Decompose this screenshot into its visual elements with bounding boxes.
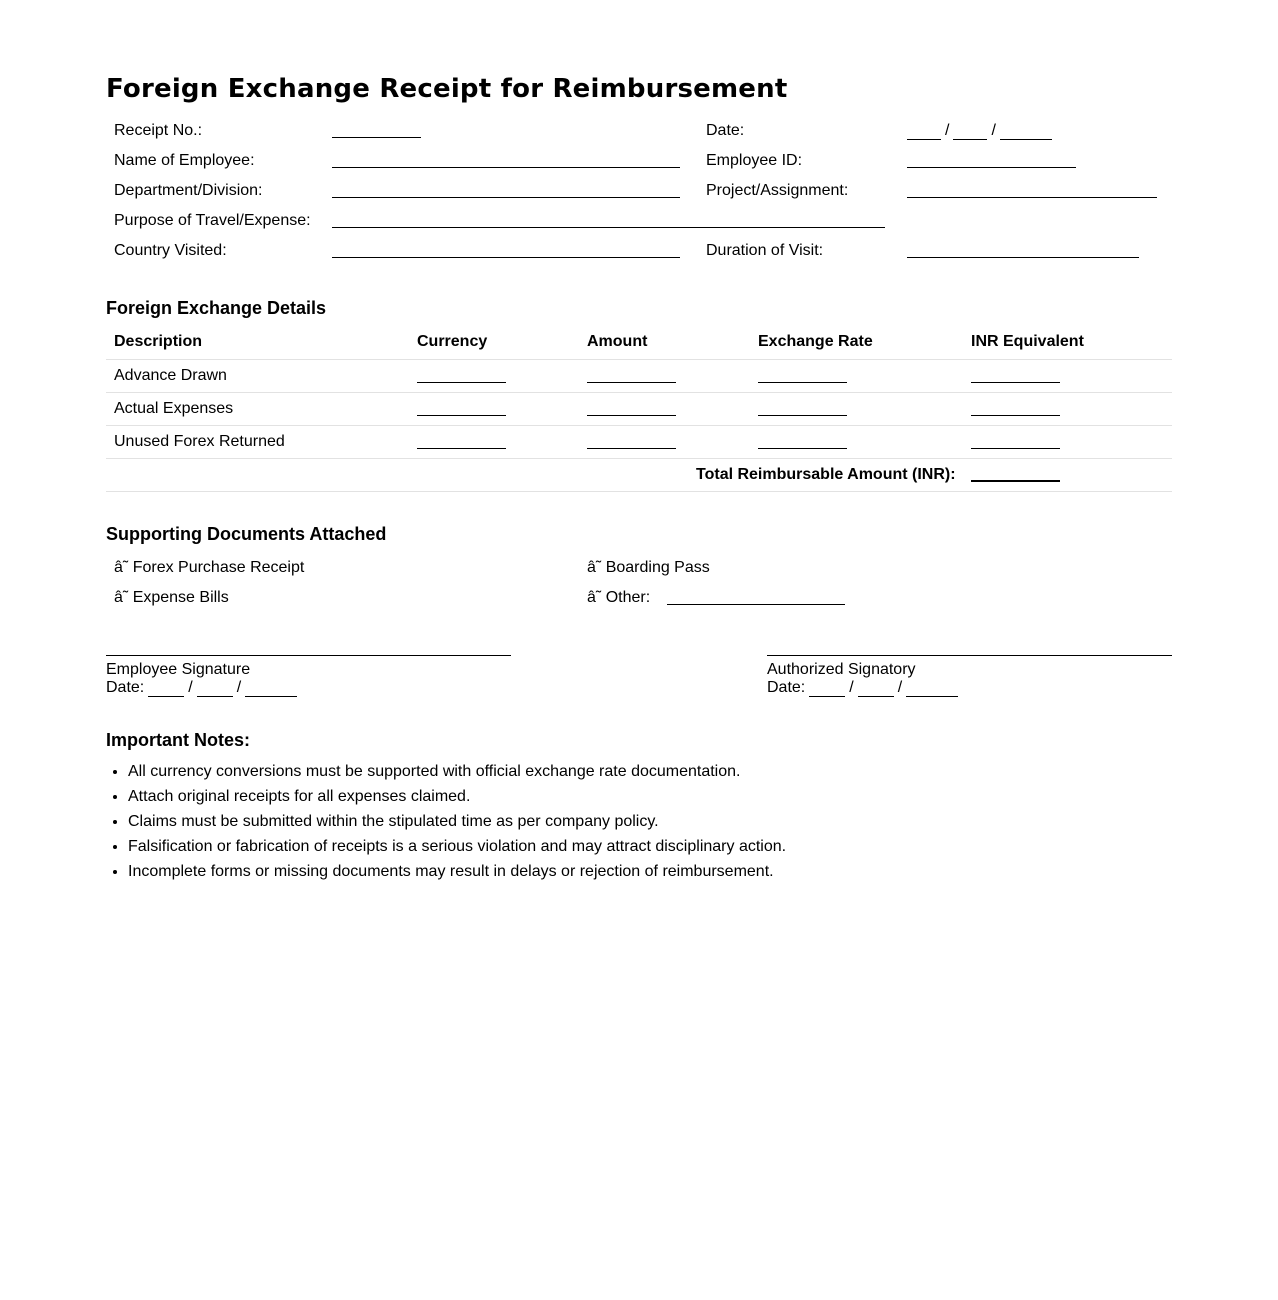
date-month-blank[interactable] [858, 682, 894, 697]
country-field[interactable] [332, 257, 680, 258]
advance-rate-field[interactable] [758, 382, 847, 383]
total-inr-field[interactable] [971, 480, 1060, 482]
note-item: • Falsification or fabrication of receipts is a serious violation and may attract disciplinary action. [128, 837, 786, 862]
date-day-blank[interactable] [907, 125, 941, 140]
row-divider [106, 458, 1172, 459]
date-day-blank[interactable] [809, 682, 845, 697]
row-label-unused-forex: Unused Forex Returned [114, 433, 285, 450]
signature-date-label: Date: [106, 679, 145, 696]
row-label-actual-expenses: Actual Expenses [114, 400, 234, 417]
advance-amount-field[interactable] [587, 382, 676, 383]
doc-label: Expense Bills [132, 589, 229, 606]
employee-name-label: Name of Employee: [114, 152, 255, 169]
column-header-exchange-rate: Exchange Rate [758, 333, 873, 350]
signature-date-label: Date: [767, 679, 806, 696]
checkbox-icon[interactable]: â˜ [587, 559, 602, 576]
authorized-signature-label: Authorized Signatory [767, 661, 916, 678]
date-separator: / [849, 679, 854, 696]
total-label: Total Reimbursable Amount (INR): [696, 466, 956, 483]
receipt-no-field[interactable] [332, 137, 421, 138]
doc-other-field[interactable] [667, 604, 845, 605]
doc-expense-bills[interactable] [114, 589, 229, 607]
column-header-description: Description [114, 333, 203, 350]
unused-rate-field[interactable] [758, 448, 847, 449]
forex-section-heading: Foreign Exchange Details [106, 298, 327, 318]
unused-inr-field[interactable] [971, 448, 1060, 449]
date-day-blank[interactable] [148, 682, 184, 697]
duration-field[interactable] [907, 257, 1139, 258]
documents-section-heading: Supporting Documents Attached [106, 524, 387, 544]
advance-inr-field[interactable] [971, 382, 1060, 383]
actual-rate-field[interactable] [758, 415, 847, 416]
row-label-advance-drawn: Advance Drawn [114, 367, 227, 384]
department-label: Department/Division: [114, 182, 263, 199]
department-field[interactable] [332, 197, 680, 198]
row-divider [106, 491, 1172, 492]
date-month-blank[interactable] [953, 125, 987, 140]
date-year-blank[interactable] [906, 682, 958, 697]
employee-name-field[interactable] [332, 167, 680, 168]
actual-amount-field[interactable] [587, 415, 676, 416]
unused-amount-field[interactable] [587, 448, 676, 449]
actual-currency-field[interactable] [417, 415, 506, 416]
date-year-blank[interactable] [1000, 125, 1052, 140]
doc-boarding-pass[interactable] [587, 559, 710, 577]
doc-forex-receipt[interactable] [114, 559, 304, 577]
notes-list [106, 762, 786, 887]
date-year-blank[interactable] [245, 682, 297, 697]
page-title: Foreign Exchange Receipt for Reimbursement [106, 74, 788, 104]
date-separator: / [945, 122, 950, 139]
notes-heading: Important Notes: [106, 730, 250, 750]
checkbox-icon[interactable]: â˜ [114, 559, 129, 576]
note-item: • Claims must be submitted within the stipulated time as per company policy. [128, 812, 786, 837]
row-divider [106, 359, 1172, 360]
checkbox-icon[interactable]: â˜ [114, 589, 129, 606]
date-separator: / [236, 679, 242, 696]
row-divider [106, 425, 1172, 426]
date-field[interactable] [907, 122, 1052, 140]
checkbox-icon[interactable]: â˜ [587, 589, 602, 606]
date-separator: / [188, 679, 193, 696]
employee-signature-date[interactable] [106, 679, 297, 697]
employee-signature-line[interactable] [106, 655, 511, 656]
project-label: Project/Assignment: [706, 182, 849, 199]
duration-label: Duration of Visit: [706, 242, 824, 259]
column-header-currency: Currency [417, 333, 488, 350]
employee-signature-block [106, 661, 297, 697]
column-header-amount: Amount [587, 333, 648, 350]
doc-other[interactable] [587, 589, 650, 607]
authorized-signature-line[interactable] [767, 655, 1172, 656]
country-label: Country Visited: [114, 242, 227, 259]
authorized-signature-date[interactable] [767, 679, 958, 697]
doc-label: Boarding Pass [605, 559, 710, 576]
purpose-label: Purpose of Travel/Expense: [114, 212, 311, 229]
employee-signature-label: Employee Signature [106, 661, 251, 678]
date-label: Date: [706, 122, 745, 139]
column-header-inr-equivalent: INR Equivalent [971, 333, 1084, 350]
purpose-field[interactable] [332, 227, 885, 228]
advance-currency-field[interactable] [417, 382, 506, 383]
note-item: • Attach original receipts for all expenses claimed. [128, 787, 786, 812]
note-item: • All currency conversions must be supported with official exchange rate documentation. [128, 762, 786, 787]
unused-currency-field[interactable] [417, 448, 506, 449]
actual-inr-field[interactable] [971, 415, 1060, 416]
receipt-no-label: Receipt No.: [114, 122, 203, 139]
employee-id-label: Employee ID: [706, 152, 803, 169]
doc-label: Forex Purchase Receipt [132, 559, 305, 576]
employee-id-field[interactable] [907, 167, 1076, 168]
note-item: • Incomplete forms or missing documents may result in delays or rejection of reimbursement. [128, 862, 786, 887]
date-separator: / [991, 122, 996, 139]
project-field[interactable] [907, 197, 1157, 198]
row-divider [106, 392, 1172, 393]
date-month-blank[interactable] [197, 682, 233, 697]
authorized-signature-block [767, 661, 958, 697]
doc-label: Other: [605, 589, 651, 606]
date-separator: / [897, 679, 903, 696]
